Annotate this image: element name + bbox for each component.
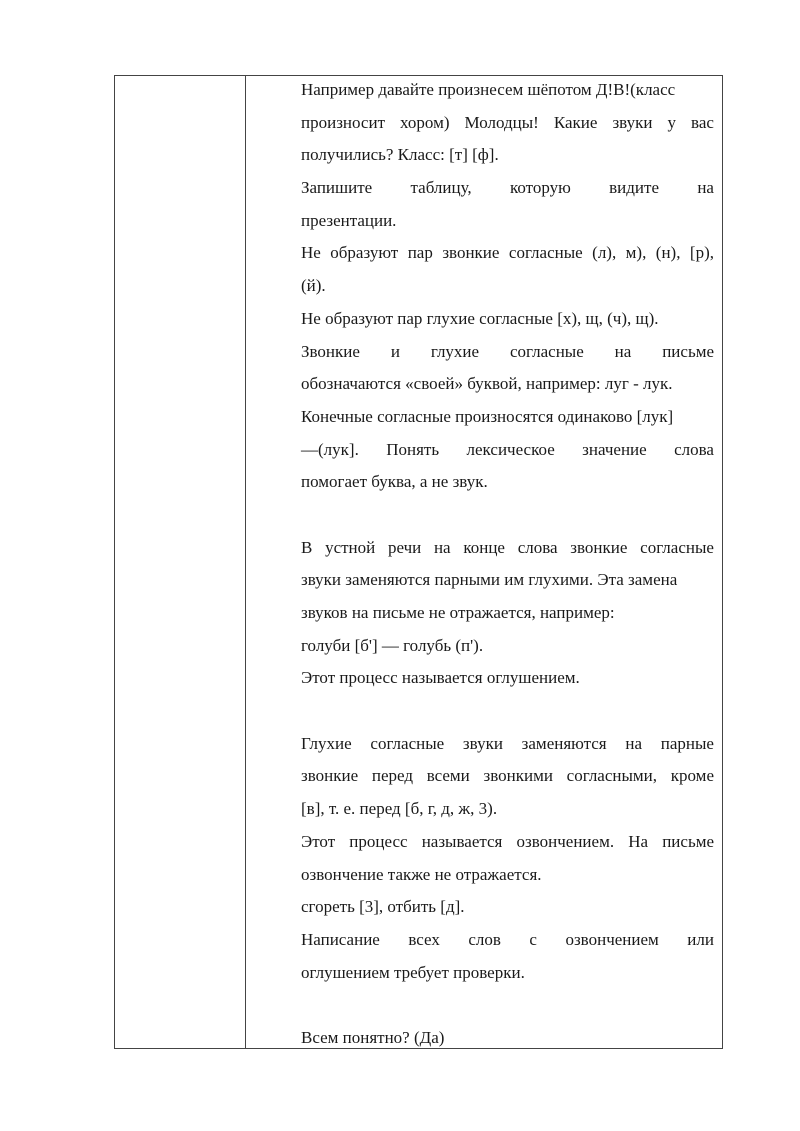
word: согласные — [640, 537, 714, 557]
word: согласными, — [566, 766, 658, 786]
word: на — [433, 537, 451, 557]
word: Молодцы! — [464, 112, 539, 132]
text-line: (й). — [301, 276, 326, 296]
paragraph — [301, 237, 714, 302]
word: звуки — [612, 112, 653, 132]
word: всеми — [426, 766, 470, 786]
word: Запишите — [301, 178, 373, 198]
paragraph — [301, 924, 714, 989]
text-line — [301, 172, 714, 205]
column-divider — [245, 75, 246, 1049]
word: (н), — [655, 243, 681, 263]
word: озвончением. — [516, 831, 615, 851]
paragraph — [301, 826, 714, 891]
text-line — [301, 728, 714, 761]
paragraph — [301, 401, 714, 499]
text-line: Этот процесс называется оглушением. — [301, 668, 580, 688]
word: лексическое — [466, 439, 555, 459]
text-line: получились? Класс: [т] [ф]. — [301, 145, 499, 165]
paragraph — [301, 172, 714, 237]
word: звонкие — [301, 766, 359, 786]
word: звонкие — [570, 537, 628, 557]
word: заменяются — [521, 733, 607, 753]
word: м), — [625, 243, 647, 263]
text-line: Всем понятно? (Да) — [301, 1027, 445, 1047]
word: На — [628, 831, 649, 851]
word: кроме — [670, 766, 714, 786]
text-line — [301, 434, 714, 467]
word: (л), — [592, 243, 617, 263]
text-line: презентации. — [301, 210, 397, 230]
word: перед — [371, 766, 413, 786]
word: Написание — [301, 929, 380, 949]
word: парные — [660, 733, 714, 753]
text-line — [301, 237, 714, 270]
word: значение — [582, 439, 647, 459]
word: В — [301, 537, 313, 557]
text-line: звуки заменяются парными им глухими. Эта замена — [301, 570, 678, 590]
blank-line — [301, 989, 714, 1022]
text-line: сгореть [3], отбить [д]. — [301, 897, 465, 917]
word: письме — [662, 341, 714, 361]
word: озвончением — [565, 929, 659, 949]
word: у — [667, 112, 677, 132]
paragraph — [301, 662, 714, 695]
word: слова — [674, 439, 714, 459]
paragraph — [301, 1022, 714, 1055]
text-line — [301, 826, 714, 859]
word: Какие — [553, 112, 598, 132]
word: видите — [609, 178, 659, 198]
word: согласные — [509, 341, 584, 361]
word: глухие — [430, 341, 480, 361]
text-line: Конечные согласные произносятся одинаково [лук] — [301, 406, 674, 426]
word: [р), — [689, 243, 714, 263]
word: письме — [662, 831, 714, 851]
word: произносит — [301, 112, 386, 132]
table-cell-left-empty — [115, 76, 245, 1048]
text-line: обозначаются «своей» буквой, например: луг - лук. — [301, 374, 673, 394]
paragraph — [301, 728, 714, 826]
text-line: озвончение также не отражается. — [301, 864, 542, 884]
paragraph — [301, 891, 714, 924]
word: образуют — [330, 243, 399, 263]
text-line — [301, 107, 714, 140]
table-cell-right-text — [301, 74, 714, 1055]
text-line — [301, 336, 714, 369]
word: согласные — [508, 243, 583, 263]
word: с — [529, 929, 537, 949]
word: таблицу, — [410, 178, 472, 198]
word: процесс — [349, 831, 408, 851]
word: называется — [421, 831, 503, 851]
paragraph — [301, 532, 714, 630]
text-line: помогает буква, а не звук. — [301, 472, 488, 492]
word: Этот — [301, 831, 336, 851]
word: слова — [517, 537, 558, 557]
paragraph — [301, 630, 714, 663]
word: звонкими — [483, 766, 553, 786]
text-line — [301, 760, 714, 793]
word: хором) — [400, 112, 450, 132]
word: Звонкие — [301, 341, 360, 361]
paragraph — [301, 74, 714, 172]
word: которую — [509, 178, 571, 198]
word: Не — [301, 243, 321, 263]
text-line: Например давайте произнесем шёпотом Д!В!(класс — [301, 80, 676, 99]
word: речи — [387, 537, 422, 557]
word: слов — [468, 929, 501, 949]
text-line: голуби [б'] — голубь (п'). — [301, 635, 484, 655]
word: —(лук]. — [301, 439, 359, 459]
word: на — [697, 178, 714, 198]
paragraph — [301, 336, 714, 401]
word: звуки — [462, 733, 503, 753]
text-line: оглушением требует проверки. — [301, 962, 525, 982]
text-line: [в], т. е. перед [б, г, д, ж, 3). — [301, 799, 498, 819]
blank-line — [301, 499, 714, 532]
word: и — [390, 341, 400, 361]
blank-line — [301, 695, 714, 728]
word: устной — [325, 537, 376, 557]
text-line: звуков на письме не отражается, например: — [301, 603, 615, 622]
text-line — [301, 532, 714, 565]
word: Понять — [386, 439, 440, 459]
text-line: Не образуют пар глухие согласные [х), щ, (ч), щ). — [301, 308, 659, 328]
text-line — [301, 924, 714, 957]
paragraph — [301, 303, 714, 336]
word: на — [614, 341, 632, 361]
word: Глухие — [301, 733, 352, 753]
word: на — [625, 733, 643, 753]
word: вас — [691, 112, 714, 132]
word: звонкие — [442, 243, 500, 263]
word: всех — [408, 929, 440, 949]
word: или — [687, 929, 714, 949]
word: согласные — [370, 733, 445, 753]
word: пар — [407, 243, 433, 263]
word: конце — [463, 537, 505, 557]
